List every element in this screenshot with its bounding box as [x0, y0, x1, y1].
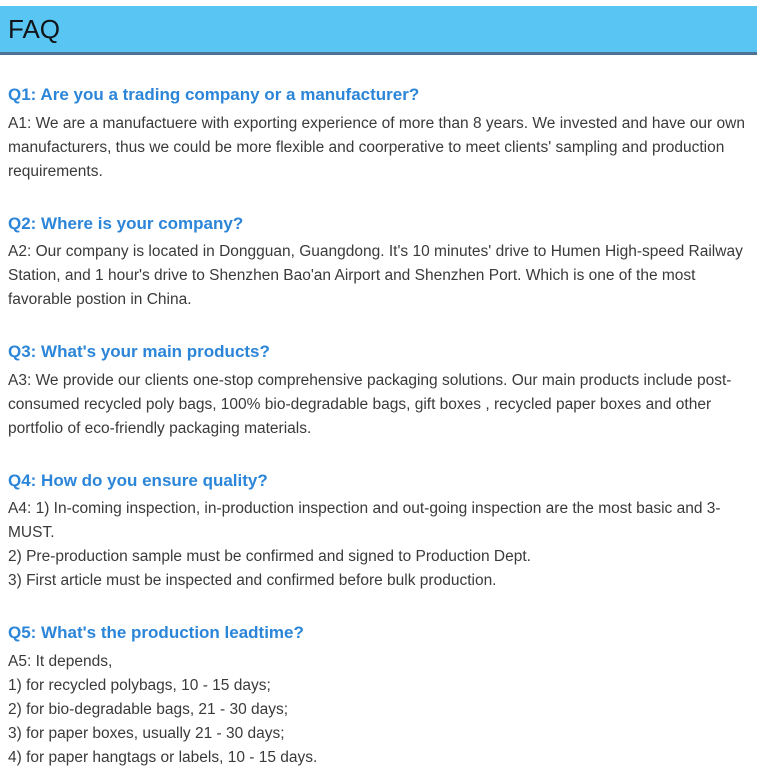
faq-answer-line: 2) for bio-degradable bags, 21 - 30 days; [8, 700, 289, 718]
faq-question: Q2: Where is your company? [8, 213, 244, 233]
faq-item [8, 342, 755, 441]
faq-answer-line: A5: It depends, [8, 652, 113, 670]
faq-answer-line: A3: We provide our clients one-stop comprehensive packaging solutions. Our main products include post-consumed recycled poly bags, 100% bio-degradable bags, gift boxes , recycled paper boxes and other portfolio of eco-friendly packaging materials. [8, 371, 732, 437]
faq-answer [8, 112, 755, 184]
faq-answer-line: A4: 1) In-coming inspection, in-production inspection and out-going inspection are the most basic and 3-MUST. [8, 500, 721, 542]
page-title: FAQ [8, 14, 61, 44]
faq-question: Q4: How do you ensure quality? [8, 470, 268, 490]
faq-answer [8, 369, 755, 441]
faq-item [8, 471, 755, 594]
faq-page [0, 6, 765, 784]
faq-question: Q5: What's the production leadtime? [8, 623, 304, 643]
faq-question: Q1: Are you a trading company or a manufacturer? [8, 85, 420, 104]
faq-answer-line: A2: Our company is located in Dongguan, Guangdong. It's 10 minutes' drive to Humen High-speed Railway Station, and 1 hour's drive to Shenzhen Bao'an Airport and Shenzhen Port. Which is one of the most favorable postion in China. [8, 243, 743, 309]
faq-answer-line: 3) for paper boxes, usually 21 - 30 days; [8, 724, 285, 742]
faq-item [8, 85, 755, 184]
faq-answer [8, 650, 755, 770]
faq-item [8, 214, 755, 313]
faq-answer-line: 4) for paper hangtags or labels, 10 - 15 days. [8, 748, 318, 766]
faq-question: Q3: What's your main products? [8, 342, 270, 362]
faq-answer-line: A1: We are a manufactuere with exporting experience of more than 8 years. We invested and have our own manufacturers, thus we could be more flexible and coorperative to meet clients' sampling and production requirements. [8, 114, 745, 180]
faq-answer-line: 2) Pre-production sample must be confirmed and signed to Production Dept. [8, 548, 531, 566]
faq-answer [8, 240, 755, 312]
faq-answer-line: 3) First article must be inspected and confirmed before bulk production. [8, 572, 497, 590]
faq-header-bar [0, 6, 757, 55]
faq-answer [8, 497, 755, 593]
faq-content [0, 85, 765, 784]
faq-answer-line: 1) for recycled polybags, 10 - 15 days; [8, 676, 271, 694]
